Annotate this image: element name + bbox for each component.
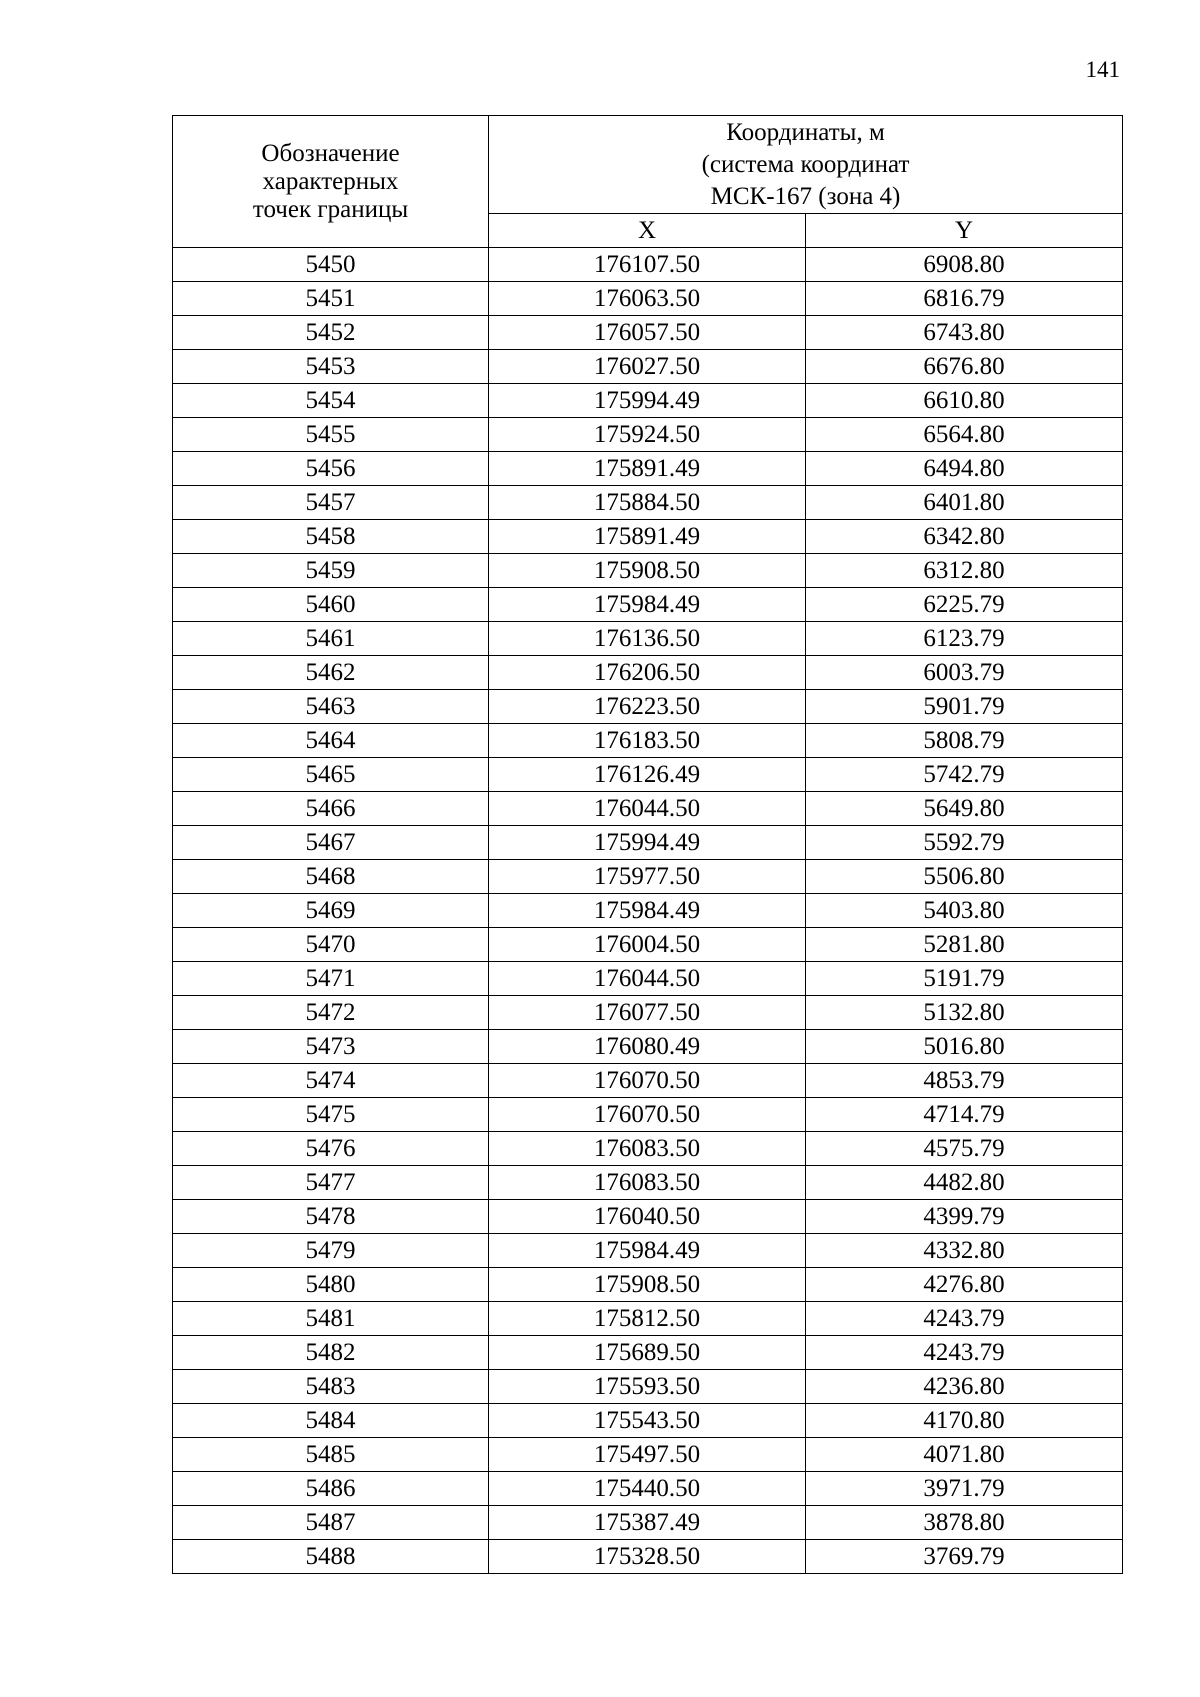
table-row xyxy=(173,350,1123,384)
point-id-cell: 5481 xyxy=(173,1302,489,1336)
x-coordinate-cell: 176040.50 xyxy=(489,1200,806,1234)
y-coordinate-cell: 5191.79 xyxy=(806,962,1123,996)
x-coordinate-cell: 175543.50 xyxy=(489,1404,806,1438)
y-coordinate-cell: 6123.79 xyxy=(806,622,1123,656)
x-coordinate-cell: 176107.50 xyxy=(489,248,806,282)
table-row xyxy=(173,486,1123,520)
point-id-cell: 5475 xyxy=(173,1098,489,1132)
y-coordinate-cell: 5132.80 xyxy=(806,996,1123,1030)
table-body xyxy=(173,248,1123,1574)
x-coordinate-cell: 176126.49 xyxy=(489,758,806,792)
y-coordinate-cell: 4399.79 xyxy=(806,1200,1123,1234)
point-id-cell: 5478 xyxy=(173,1200,489,1234)
header-point-designation xyxy=(173,116,489,248)
table-row xyxy=(173,792,1123,826)
y-coordinate-cell: 5808.79 xyxy=(806,724,1123,758)
y-coordinate-cell: 6676.80 xyxy=(806,350,1123,384)
table-row xyxy=(173,826,1123,860)
x-coordinate-cell: 175977.50 xyxy=(489,860,806,894)
table-row xyxy=(173,690,1123,724)
point-id-cell: 5484 xyxy=(173,1404,489,1438)
table-row xyxy=(173,1268,1123,1302)
y-coordinate-cell: 6743.80 xyxy=(806,316,1123,350)
x-coordinate-cell: 176223.50 xyxy=(489,690,806,724)
table-row xyxy=(173,1540,1123,1574)
y-coordinate-cell: 3769.79 xyxy=(806,1540,1123,1574)
page-number: 141 xyxy=(1085,57,1120,82)
point-id-cell: 5486 xyxy=(173,1472,489,1506)
x-coordinate-cell: 175497.50 xyxy=(489,1438,806,1472)
table-row xyxy=(173,1472,1123,1506)
x-coordinate-cell: 176206.50 xyxy=(489,656,806,690)
x-coordinate-cell: 176057.50 xyxy=(489,316,806,350)
x-coordinate-cell: 175812.50 xyxy=(489,1302,806,1336)
table-row xyxy=(173,588,1123,622)
x-coordinate-cell: 176077.50 xyxy=(489,996,806,1030)
x-coordinate-cell: 176083.50 xyxy=(489,1132,806,1166)
point-id-cell: 5467 xyxy=(173,826,489,860)
point-id-cell: 5469 xyxy=(173,894,489,928)
y-coordinate-cell: 5649.80 xyxy=(806,792,1123,826)
table-row xyxy=(173,1132,1123,1166)
x-coordinate-cell: 176183.50 xyxy=(489,724,806,758)
point-id-cell: 5473 xyxy=(173,1030,489,1064)
table-row xyxy=(173,1064,1123,1098)
x-coordinate-cell: 176070.50 xyxy=(489,1064,806,1098)
table-row xyxy=(173,1030,1123,1064)
y-coordinate-cell: 4482.80 xyxy=(806,1166,1123,1200)
table-row xyxy=(173,384,1123,418)
x-coordinate-cell: 176136.50 xyxy=(489,622,806,656)
table-row xyxy=(173,418,1123,452)
x-coordinate-cell: 175891.49 xyxy=(489,520,806,554)
table-row xyxy=(173,622,1123,656)
point-id-cell: 5472 xyxy=(173,996,489,1030)
y-coordinate-cell: 6908.80 xyxy=(806,248,1123,282)
y-coordinate-cell: 6225.79 xyxy=(806,588,1123,622)
y-coordinate-cell: 6312.80 xyxy=(806,554,1123,588)
x-coordinate-cell: 176044.50 xyxy=(489,962,806,996)
x-coordinate-cell: 176063.50 xyxy=(489,282,806,316)
point-id-cell: 5468 xyxy=(173,860,489,894)
point-id-cell: 5464 xyxy=(173,724,489,758)
y-coordinate-cell: 4714.79 xyxy=(806,1098,1123,1132)
x-coordinate-cell: 175984.49 xyxy=(489,588,806,622)
x-coordinate-cell: 175593.50 xyxy=(489,1370,806,1404)
y-coordinate-cell: 4243.79 xyxy=(806,1336,1123,1370)
table-row xyxy=(173,1200,1123,1234)
x-coordinate-cell: 175908.50 xyxy=(489,1268,806,1302)
y-coordinate-cell: 4243.79 xyxy=(806,1302,1123,1336)
point-id-cell: 5457 xyxy=(173,486,489,520)
y-coordinate-cell: 6342.80 xyxy=(806,520,1123,554)
y-coordinate-cell: 4071.80 xyxy=(806,1438,1123,1472)
point-id-cell: 5453 xyxy=(173,350,489,384)
table-row xyxy=(173,248,1123,282)
x-coordinate-cell: 176027.50 xyxy=(489,350,806,384)
header-coordinates-label: Координаты, м (система координат МСК-167 (зона 4) xyxy=(701,118,910,210)
point-id-cell: 5463 xyxy=(173,690,489,724)
point-id-cell: 5487 xyxy=(173,1506,489,1540)
table-row xyxy=(173,656,1123,690)
y-coordinate-cell: 5016.80 xyxy=(806,1030,1123,1064)
y-coordinate-cell: 5742.79 xyxy=(806,758,1123,792)
coordinates-table xyxy=(172,115,1123,1574)
header-point-designation-label: Обозначение характерных точек границы xyxy=(252,139,409,223)
table-row xyxy=(173,1302,1123,1336)
point-id-cell: 5454 xyxy=(173,384,489,418)
point-id-cell: 5479 xyxy=(173,1234,489,1268)
table-row xyxy=(173,1438,1123,1472)
point-id-cell: 5451 xyxy=(173,282,489,316)
table-row xyxy=(173,860,1123,894)
header-coordinates-group xyxy=(489,116,1123,214)
table-row xyxy=(173,282,1123,316)
x-coordinate-cell: 175908.50 xyxy=(489,554,806,588)
y-coordinate-cell: 3971.79 xyxy=(806,1472,1123,1506)
point-id-cell: 5482 xyxy=(173,1336,489,1370)
x-coordinate-cell: 176004.50 xyxy=(489,928,806,962)
x-coordinate-cell: 175994.49 xyxy=(489,826,806,860)
x-coordinate-cell: 175984.49 xyxy=(489,894,806,928)
x-coordinate-cell: 176044.50 xyxy=(489,792,806,826)
table-row xyxy=(173,996,1123,1030)
x-coordinate-cell: 175440.50 xyxy=(489,1472,806,1506)
y-coordinate-cell: 4236.80 xyxy=(806,1370,1123,1404)
table-row xyxy=(173,316,1123,350)
table-row xyxy=(173,1336,1123,1370)
table-row xyxy=(173,724,1123,758)
y-coordinate-cell: 3878.80 xyxy=(806,1506,1123,1540)
point-id-cell: 5461 xyxy=(173,622,489,656)
x-coordinate-cell: 176070.50 xyxy=(489,1098,806,1132)
point-id-cell: 5462 xyxy=(173,656,489,690)
y-coordinate-cell: 6564.80 xyxy=(806,418,1123,452)
point-id-cell: 5455 xyxy=(173,418,489,452)
point-id-cell: 5470 xyxy=(173,928,489,962)
table-row xyxy=(173,894,1123,928)
point-id-cell: 5480 xyxy=(173,1268,489,1302)
point-id-cell: 5483 xyxy=(173,1370,489,1404)
table-row xyxy=(173,928,1123,962)
table-row xyxy=(173,1098,1123,1132)
table-row xyxy=(173,758,1123,792)
x-coordinate-cell: 176080.49 xyxy=(489,1030,806,1064)
point-id-cell: 5456 xyxy=(173,452,489,486)
point-id-cell: 5459 xyxy=(173,554,489,588)
table-row xyxy=(173,554,1123,588)
y-coordinate-cell: 6610.80 xyxy=(806,384,1123,418)
x-coordinate-cell: 175891.49 xyxy=(489,452,806,486)
table-row xyxy=(173,962,1123,996)
y-coordinate-cell: 4575.79 xyxy=(806,1132,1123,1166)
point-id-cell: 5485 xyxy=(173,1438,489,1472)
x-coordinate-cell: 175387.49 xyxy=(489,1506,806,1540)
point-id-cell: 5450 xyxy=(173,248,489,282)
x-coordinate-cell: 175984.49 xyxy=(489,1234,806,1268)
point-id-cell: 5471 xyxy=(173,962,489,996)
y-coordinate-cell: 4853.79 xyxy=(806,1064,1123,1098)
table-row xyxy=(173,1370,1123,1404)
y-coordinate-cell: 6003.79 xyxy=(806,656,1123,690)
x-coordinate-cell: 175689.50 xyxy=(489,1336,806,1370)
y-coordinate-cell: 6494.80 xyxy=(806,452,1123,486)
header-x: X xyxy=(489,214,806,248)
point-id-cell: 5466 xyxy=(173,792,489,826)
x-coordinate-cell: 175924.50 xyxy=(489,418,806,452)
table-row xyxy=(173,1506,1123,1540)
point-id-cell: 5458 xyxy=(173,520,489,554)
x-coordinate-cell: 175884.50 xyxy=(489,486,806,520)
table-row xyxy=(173,1404,1123,1438)
x-coordinate-cell: 175328.50 xyxy=(489,1540,806,1574)
table-row xyxy=(173,1166,1123,1200)
table-row xyxy=(173,520,1123,554)
point-id-cell: 5476 xyxy=(173,1132,489,1166)
point-id-cell: 5460 xyxy=(173,588,489,622)
header-y: Y xyxy=(806,214,1123,248)
point-id-cell: 5452 xyxy=(173,316,489,350)
y-coordinate-cell: 6816.79 xyxy=(806,282,1123,316)
y-coordinate-cell: 5901.79 xyxy=(806,690,1123,724)
point-id-cell: 5465 xyxy=(173,758,489,792)
x-coordinate-cell: 175994.49 xyxy=(489,384,806,418)
y-coordinate-cell: 5506.80 xyxy=(806,860,1123,894)
y-coordinate-cell: 4276.80 xyxy=(806,1268,1123,1302)
y-coordinate-cell: 4170.80 xyxy=(806,1404,1123,1438)
table-row xyxy=(173,452,1123,486)
point-id-cell: 5488 xyxy=(173,1540,489,1574)
y-coordinate-cell: 4332.80 xyxy=(806,1234,1123,1268)
x-coordinate-cell: 176083.50 xyxy=(489,1166,806,1200)
y-coordinate-cell: 5281.80 xyxy=(806,928,1123,962)
table-row xyxy=(173,1234,1123,1268)
y-coordinate-cell: 6401.80 xyxy=(806,486,1123,520)
y-coordinate-cell: 5403.80 xyxy=(806,894,1123,928)
point-id-cell: 5474 xyxy=(173,1064,489,1098)
point-id-cell: 5477 xyxy=(173,1166,489,1200)
y-coordinate-cell: 5592.79 xyxy=(806,826,1123,860)
table-header xyxy=(173,116,1123,248)
